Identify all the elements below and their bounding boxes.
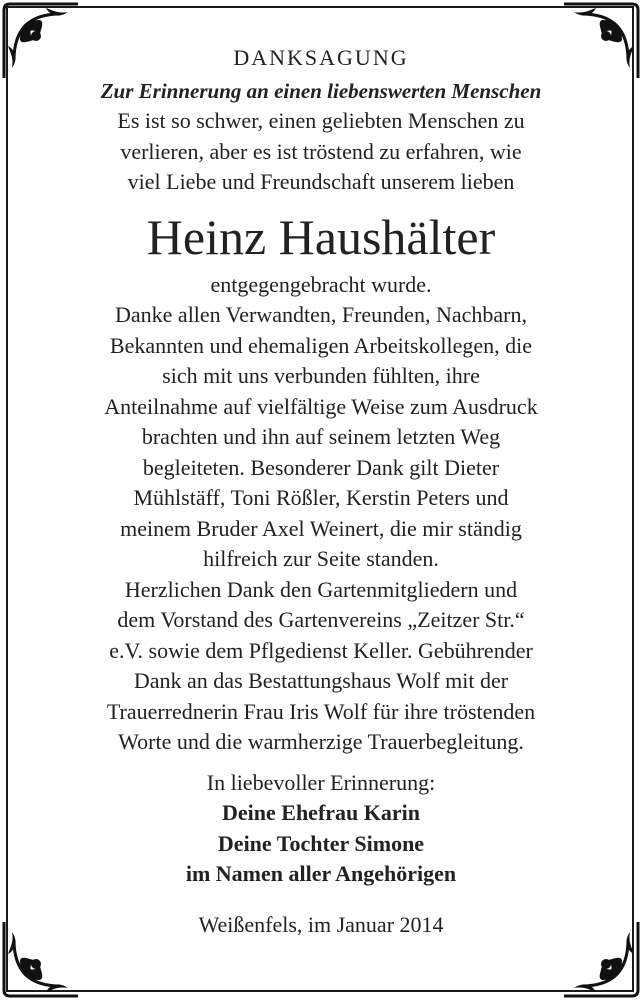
text-line: viel Liebe und Freundschaft unserem lieben [127, 169, 515, 194]
text-line: Mühlstäff, Toni Rößler, Kerstin Peters und [133, 485, 509, 510]
text-line: hilfreich zur Seite standen. [203, 546, 439, 571]
text-line: verlieren, aber es ist tröstend zu erfahren, wie [120, 138, 522, 164]
text-line: brachten und ihn auf seinem letzten Weg [141, 424, 501, 449]
notice-heading: DANKSAGUNG [233, 45, 409, 70]
text-line: Bekannten und ehemaligen Arbeitskollegen, die [109, 332, 533, 358]
after-name-text: entgegengebracht wurde. [210, 271, 432, 297]
signatory-line: Deine Ehefrau Karin [222, 800, 420, 825]
text-line: Trauerrednerin Frau Iris Wolf für ihre tröstenden [106, 698, 536, 724]
text-line: dem Vorstand des Gartenvereins „Zeitzer Str.“ [117, 607, 525, 632]
text-line: Es ist so schwer, einen geliebten Menschen zu [117, 108, 525, 133]
intro-text [30, 106, 612, 198]
signatory-line: im Namen aller Angehörigen [185, 861, 457, 886]
text-line: meinem Bruder Axel Weinert, die mir ständig [120, 515, 522, 541]
text-line: sich mit uns verbunden fühlten, ihre [162, 363, 480, 388]
text-line: begleiteten. Besonderer Dank gilt Dieter [142, 454, 500, 480]
place-date: Weißenfels, im Januar 2014 [198, 911, 444, 937]
text-line: Anteilnahme auf vielfältige Weise zum Ausdruck [104, 393, 538, 419]
text-line: e.V. sowie dem Pflgedienst Keller. Gebührender [109, 637, 533, 663]
text-line: Danke allen Verwandten, Freunden, Nachbarn, [115, 302, 527, 327]
notice-subtitle: Zur Erinnerung an einen liebenswerten Menschen [100, 79, 542, 103]
text-line: Dank an das Bestattungshaus Wolf mit der [133, 668, 509, 693]
closing-text: In liebevoller Erinnerung: [206, 769, 436, 795]
text-line: Worte und die warmherzige Trauerbegleitung. [118, 729, 524, 754]
text-line: Herzlichen Dank den Gartenmitgliedern und [124, 576, 518, 602]
signatory-line: Deine Tochter Simone [217, 830, 425, 856]
notice-content [30, 40, 612, 940]
signatories [30, 798, 612, 890]
body-text [30, 300, 612, 758]
deceased-name: Heinz Haushälter [146, 208, 496, 265]
